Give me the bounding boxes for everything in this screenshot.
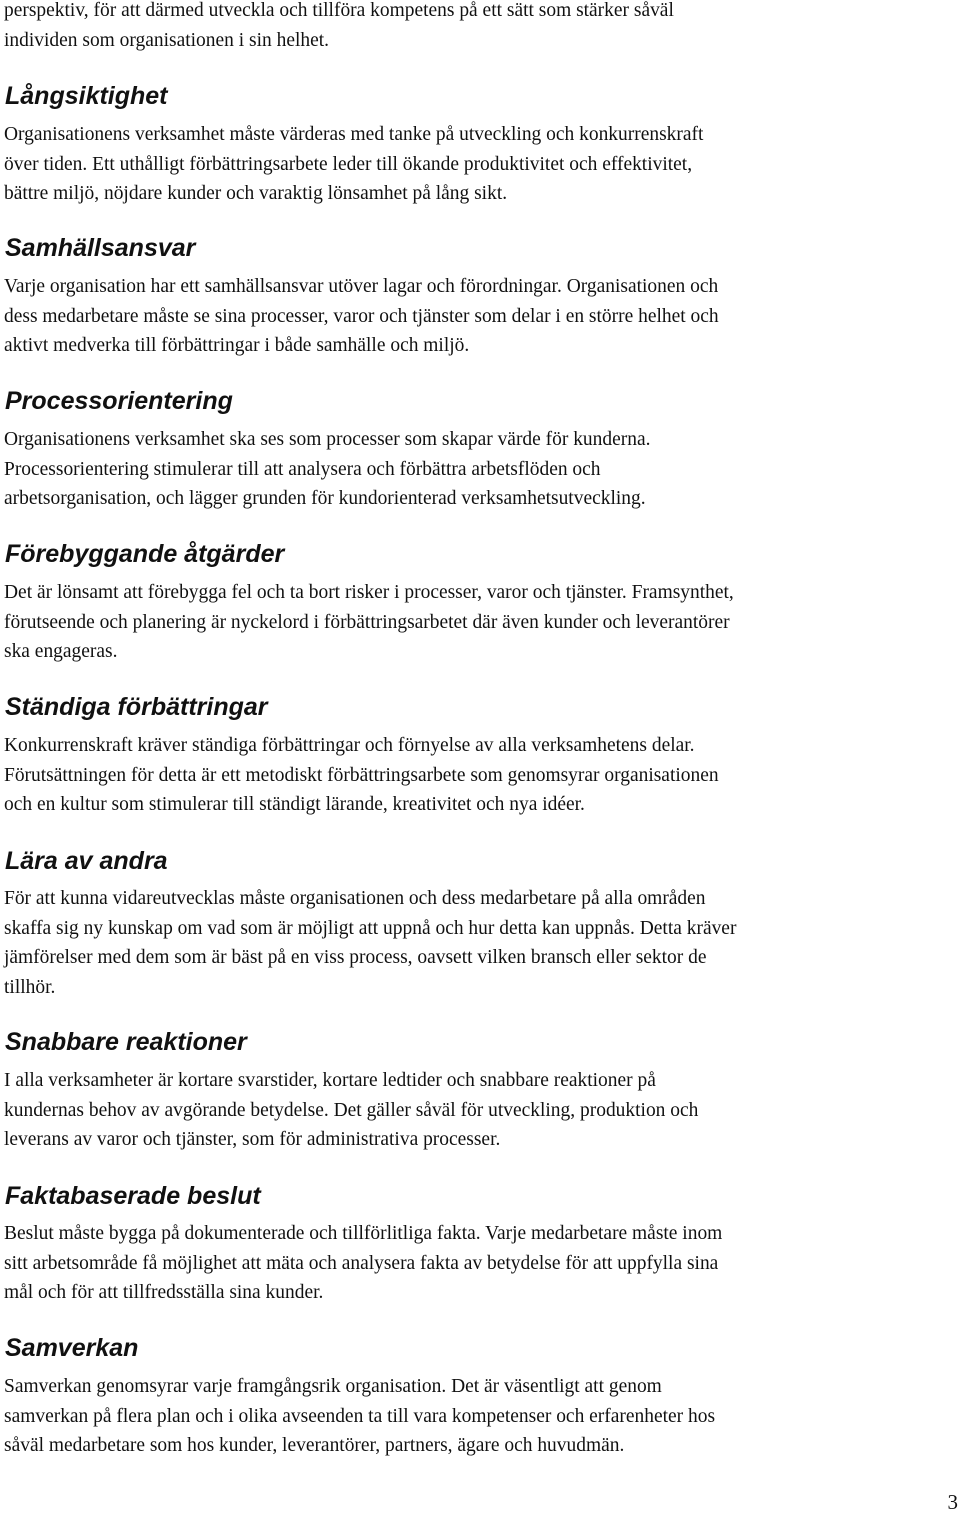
section-paragraph-faktabaserade-beslut — [4, 1219, 958, 1308]
paragraph-line: individen som organisationen i sin helhet. — [4, 29, 330, 51]
paragraph-line: mål och för att tillfredsställa sina kunder. — [4, 1282, 324, 1303]
paragraph-line: Konkurrenskraft kräver ständiga förbättringar och förnyelse av alla verksamhetens delar. — [4, 735, 695, 756]
section-heading-samverkan: Samverkan — [5, 1334, 139, 1362]
section-heading-snabbare-reaktioner: Snabbare reaktioner — [5, 1028, 247, 1056]
paragraph-line: Organisationens verksamhet måste värderas med tanke på utveckling och konkurrenskraft — [4, 124, 704, 145]
paragraph-line: ska engageras. — [4, 641, 118, 662]
section-paragraph-processorientering — [4, 425, 958, 514]
section-paragraph-lara-av-andra — [4, 884, 958, 1002]
paragraph-line: leverans av varor och tjänster, som för administrativa processer. — [4, 1129, 501, 1150]
paragraph-line: Det är lönsamt att förebygga fel och ta bort risker i processer, varor och tjänster. Framsynthet, — [4, 582, 734, 603]
paragraph-line: Organisationens verksamhet ska ses som processer som skapar värde för kunderna. — [4, 429, 651, 450]
paragraph-line: perspektiv, för att därmed utveckla och tillföra kompetens på ett sätt som stärker såväl — [4, 0, 674, 21]
paragraph-line: skaffa sig ny kunskap om vad som är möjligt att uppnå och hur detta kan uppnås. Detta kräver — [4, 917, 737, 939]
paragraph-line: I alla verksamheter är kortare svarstider, kortare ledtider och snabbare reaktioner på — [4, 1070, 656, 1091]
paragraph-line: och en kultur som stimulerar till ständigt lärande, kreativitet och nya idéer. — [4, 794, 585, 815]
section-heading-langsiktighet: Långsiktighet — [5, 82, 168, 110]
section-paragraph-standiga-forbattringar — [4, 731, 958, 820]
section-heading-processorientering: Processorientering — [5, 387, 233, 415]
paragraph-line: bättre miljö, nöjdare kunder och varaktig lönsamhet på lång sikt. — [4, 183, 508, 204]
paragraph-line: dess medarbetare måste se sina processer, varor och tjänster som delar i en större helhet och — [4, 305, 719, 327]
section-heading-forebyggande-atgarder: Förebyggande åtgärder — [5, 540, 285, 568]
paragraph-line: tillhör. — [4, 976, 56, 998]
paragraph-line: Processorientering stimulerar till att analysera och förbättra arbetsflöden och — [4, 458, 601, 480]
section-paragraph-samverkan — [4, 1372, 958, 1461]
paragraph-line: sitt arbetsområde få möjlighet att mäta och analysera fakta av betydelse för att uppfylla sina — [4, 1252, 719, 1274]
section-heading-lara-av-andra: Lära av andra — [5, 847, 168, 875]
paragraph-line: över tiden. Ett uthålligt förbättringsarbete leder till ökande produktivitet och effektivitet, — [4, 153, 693, 175]
paragraph-line: aktivt medverka till förbättringar i både samhälle och miljö. — [4, 335, 470, 356]
paragraph-line: Varje organisation har ett samhällsansvar utöver lagar och förordningar. Organisationen och — [4, 276, 719, 297]
paragraph-line: Beslut måste bygga på dokumenterade och tillförlitliga fakta. Varje medarbetare måste inom — [4, 1223, 723, 1244]
paragraph-line: För att kunna vidareutvecklas måste organisationen och dess medarbetare på alla områden — [4, 888, 706, 909]
section-paragraph-langsiktighet — [4, 120, 958, 209]
paragraph-line: förutseende och planering är nyckelord i förbättringsarbetet där även kunder och leverantörer — [4, 611, 730, 633]
intro-paragraph — [4, 0, 958, 55]
section-heading-faktabaserade-beslut: Faktabaserade beslut — [5, 1182, 261, 1210]
paragraph-line: kundernas behov av avgörande betydelse. Det gäller såväl för utveckling, produktion och — [4, 1099, 699, 1121]
page-number: 3 — [947, 1490, 958, 1514]
paragraph-line: jämförelser med dem som är bäst på en viss process, oavsett vilken bransch eller sektor de — [4, 947, 707, 968]
paragraph-line: arbetsorganisation, och lägger grunden för kundorienterad verksamhetsutveckling. — [4, 488, 646, 509]
paragraph-line: Förutsättningen för detta är ett metodiskt förbättringsarbete som genomsyrar organisationen — [4, 764, 719, 786]
paragraph-line: samverkan på flera plan och i olika avseenden ta till vara kompetenser och erfarenheter hos — [4, 1405, 716, 1427]
section-heading-samhallsansvar: Samhällsansvar — [5, 234, 196, 262]
paragraph-line: Samverkan genomsyrar varje framgångsrik organisation. Det är väsentligt att genom — [4, 1376, 662, 1397]
paragraph-line: såväl medarbetare som hos kunder, leverantörer, partners, ägare och huvudmän. — [4, 1435, 625, 1456]
section-paragraph-samhallsansvar — [4, 272, 958, 361]
section-heading-standiga-forbattringar: Ständiga förbättringar — [5, 693, 268, 721]
section-paragraph-forebyggande-atgarder — [4, 578, 958, 667]
section-paragraph-snabbare-reaktioner — [4, 1066, 958, 1155]
